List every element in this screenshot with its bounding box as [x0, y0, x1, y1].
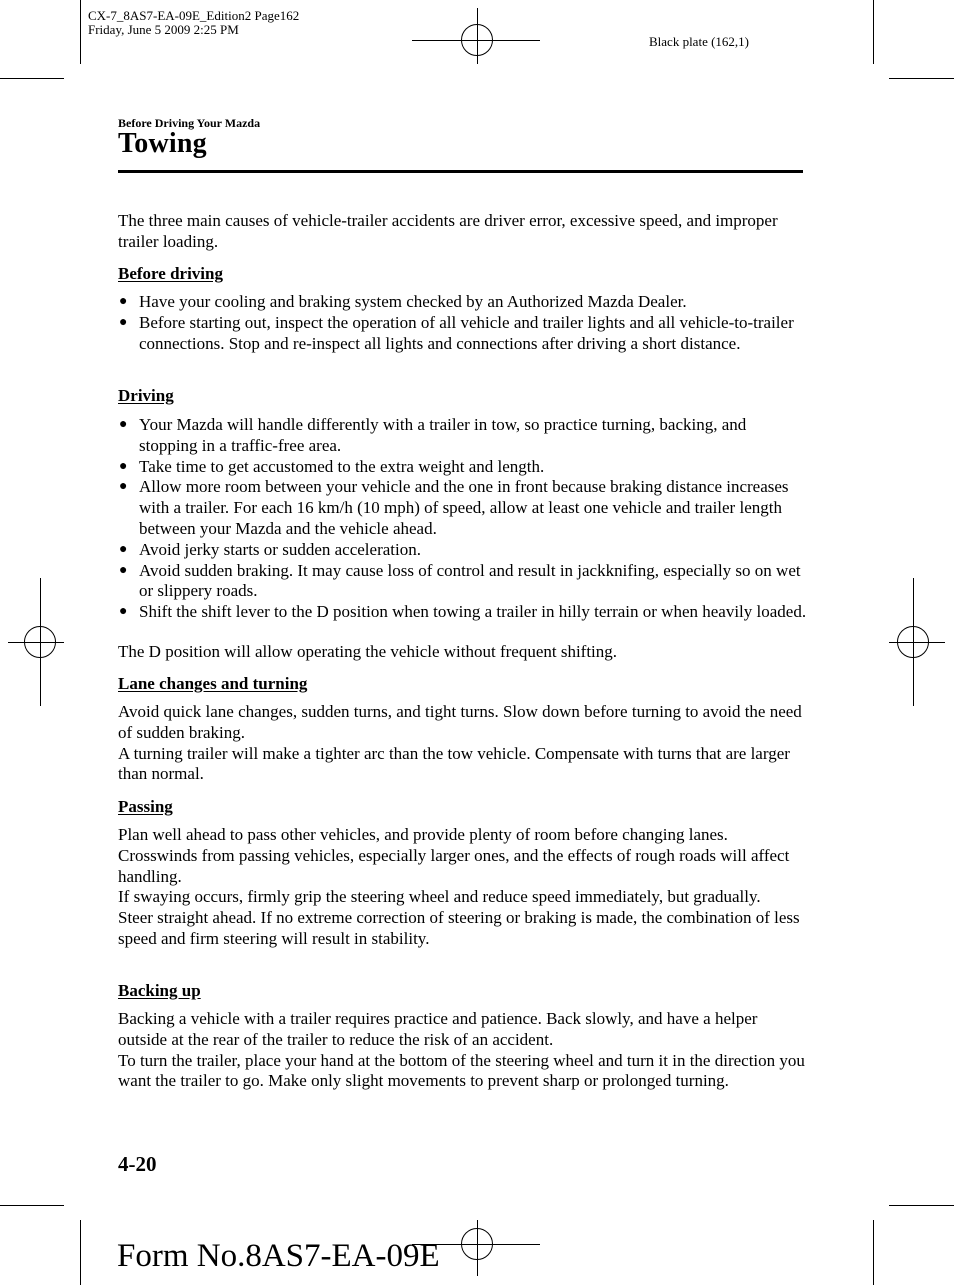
lane-changes-heading: Lane changes and turning	[118, 674, 308, 693]
passing-body	[118, 825, 808, 950]
driving-note: The D position will allow operating the vehicle without frequent shifting.	[118, 642, 618, 661]
title-rule	[118, 170, 803, 173]
bullet-icon: ●	[119, 541, 128, 557]
paragraph: Crosswinds from passing vehicles, especially larger ones, and the effects of rough roads will affect handling.	[118, 845, 790, 886]
page-title: Towing	[118, 128, 207, 159]
list-item: ● Take time to get accustomed to the extra weight and length.	[119, 456, 545, 476]
paragraph: A turning trailer will make a tighter arc than the tow vehicle. Compensate with turns that are larger than normal.	[118, 743, 790, 784]
crop-mark	[873, 1220, 874, 1285]
registration-line	[913, 578, 914, 706]
bullet-icon: ●	[119, 562, 128, 578]
list-item: ● Shift the shift lever to the D position when towing a trailer in hilly terrain or when heavily loaded.	[119, 602, 807, 622]
paragraph: Steer straight ahead. If no extreme correction of steering or braking is made, the combination of less speed and firm steering will result in stability.	[118, 908, 800, 948]
backing-up-heading: Backing up	[118, 981, 201, 1000]
registration-line	[40, 578, 41, 706]
lane-changes-body	[118, 702, 808, 785]
registration-line	[477, 8, 478, 64]
paragraph: Plan well ahead to pass other vehicles, and provide plenty of room before changing lanes.	[118, 825, 728, 844]
crop-mark	[873, 0, 874, 64]
crop-mark	[889, 78, 954, 79]
list-item: ● Avoid sudden braking. It may cause loss of control and result in jackknifing, especially so on wet or slippery roads.	[119, 560, 801, 601]
list-item: ● Allow more room between your vehicle and the one in front because braking distance increases with a trailer. For each 16 km/h (10 mph) of speed, allow at least one vehicle and trailer length between your Mazda and the vehicle ahead.	[119, 477, 789, 538]
backing-up-body	[118, 1009, 808, 1092]
list-item: ● Have your cooling and braking system checked by an Authorized Mazda Dealer.	[119, 292, 687, 311]
passing-heading: Passing	[118, 797, 173, 816]
paragraph: If swaying occurs, firmly grip the steering wheel and reduce speed immediately, but gradually.	[118, 887, 761, 907]
registration-line	[889, 642, 945, 643]
list-item: ● Before starting out, inspect the operation of all vehicle and trailer lights and all vehicle-to-trailer connections. Stop and re-inspect all lights and connections after driving a short distance.	[119, 312, 794, 353]
before-driving-list	[118, 292, 808, 354]
form-number: Form No.8AS7-EA-09E	[117, 1238, 440, 1274]
crop-mark	[0, 1205, 64, 1206]
bullet-icon: ●	[119, 604, 128, 620]
crop-mark	[80, 1220, 81, 1285]
driving-list	[118, 415, 808, 623]
bullet-icon: ●	[119, 294, 128, 309]
crop-mark	[889, 1205, 954, 1206]
driving-heading: Driving	[118, 386, 174, 405]
slug-date: Friday, June 5 2009 2:25 PM	[88, 22, 239, 37]
bullet-icon: ●	[119, 314, 128, 330]
bullet-icon: ●	[119, 479, 128, 495]
section-label: Before Driving Your Mazda	[118, 116, 261, 130]
intro-paragraph: The three main causes of vehicle-trailer accidents are driver error, excessive speed, and improper trailer loading.	[118, 211, 778, 251]
crop-mark	[0, 78, 64, 79]
registration-line	[8, 642, 64, 643]
crop-mark	[80, 0, 81, 64]
list-item: ● Avoid jerky starts or sudden acceleration.	[119, 539, 421, 559]
plate-label: Black plate (162,1)	[649, 34, 749, 49]
bullet-icon: ●	[119, 458, 128, 474]
slug-file: CX-7_8AS7-EA-09E_Edition2 Page162	[88, 8, 300, 23]
paragraph: To turn the trailer, place your hand at the bottom of the steering wheel and turn it in the direction you want the trailer to go. Make only slight movements to prevent sharp or prolonged turning.	[118, 1050, 805, 1091]
paragraph: Backing a vehicle with a trailer requires practice and patience. Back slowly, and have a helper outside at the rear of the trailer to reduce the risk of an accident.	[118, 1009, 758, 1049]
bullet-icon: ●	[119, 417, 128, 432]
paragraph: Avoid quick lane changes, sudden turns, and tight turns. Slow down before turning to avoid the need of sudden braking.	[118, 702, 802, 742]
page-number: 4-20	[118, 1152, 157, 1176]
list-item: ● Your Mazda will handle differently with a trailer in tow, so practice turning, backing, and stopping in a traffic-free area.	[119, 415, 747, 455]
slug-info	[88, 9, 299, 37]
registration-line	[412, 40, 540, 41]
before-driving-heading: Before driving	[118, 264, 223, 283]
registration-line	[477, 1220, 478, 1276]
